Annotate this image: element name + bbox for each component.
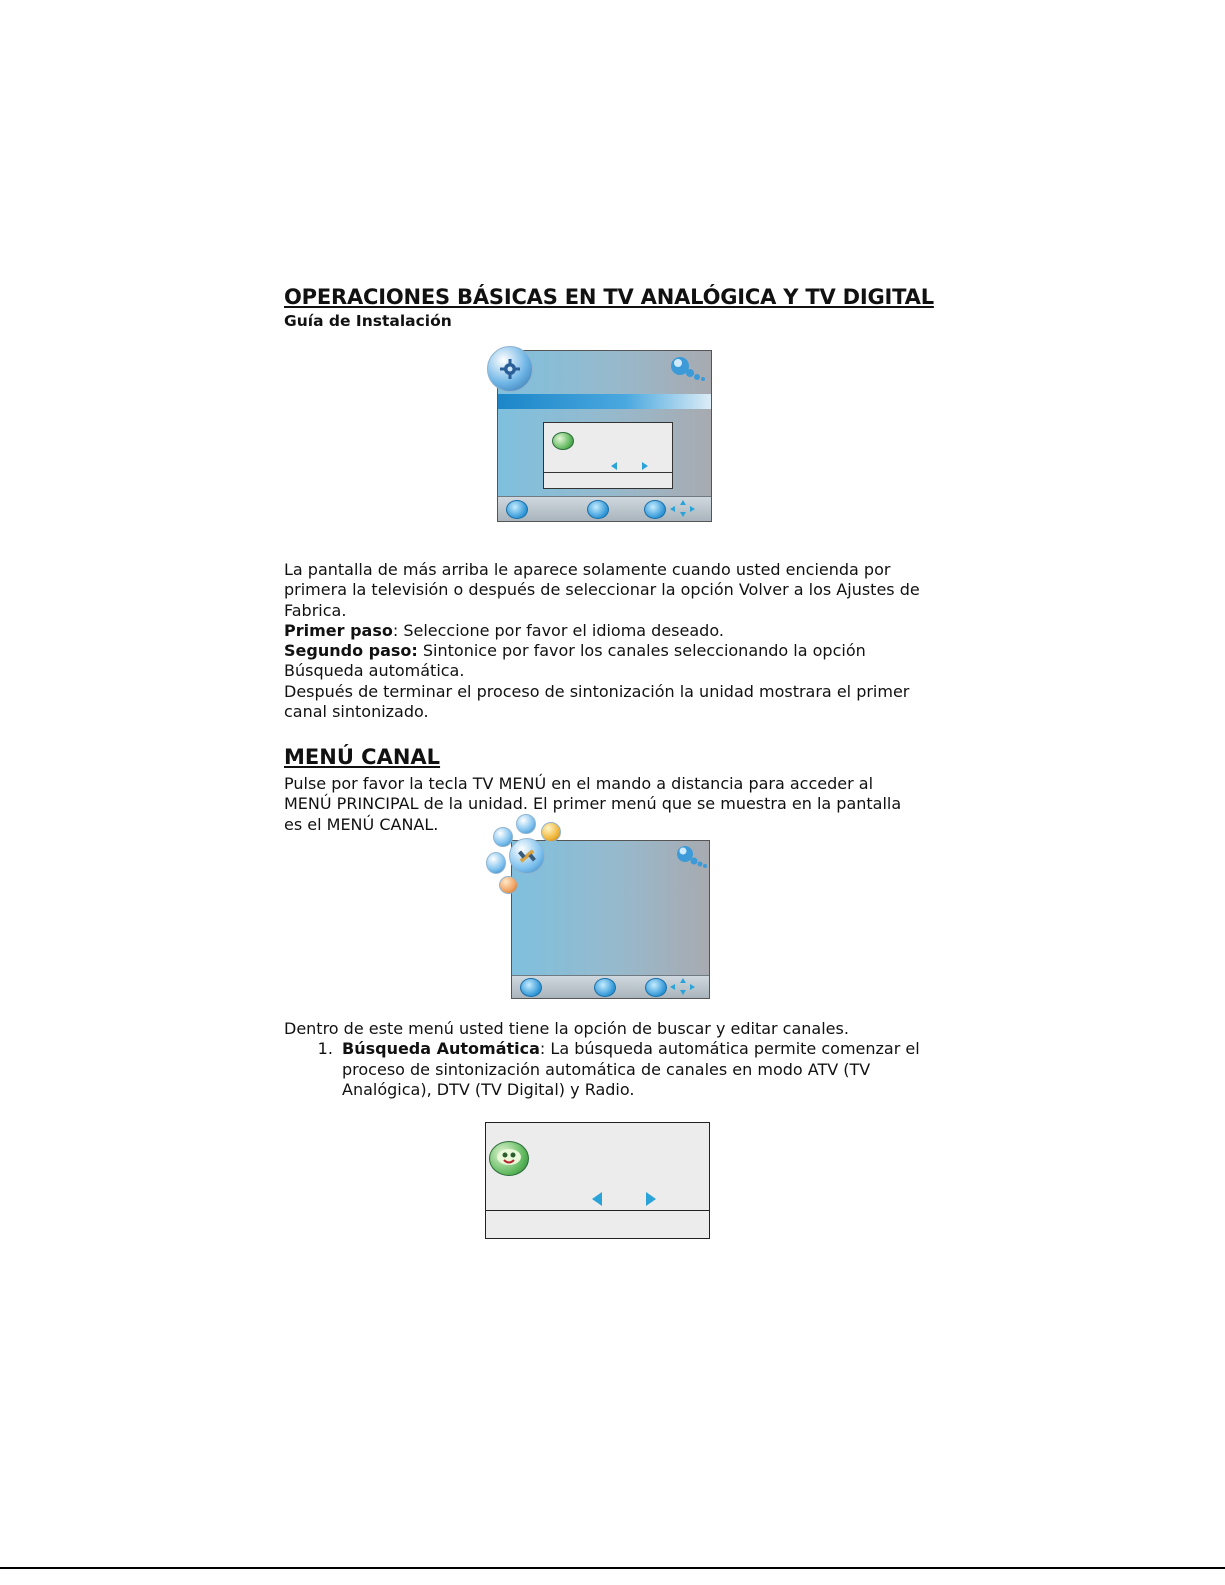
step-one-text: : Seleccione por favor el idioma deseado. bbox=[392, 620, 724, 640]
arrow-left-icon[interactable] bbox=[611, 462, 617, 470]
navigation-pad-icon bbox=[668, 499, 698, 519]
step-two-label: Segundo paso: bbox=[284, 641, 418, 661]
auto-search-text: : La búsqueda automática permite comenzar el proceso de sintonización automática de canales en modo ATV (TV Analógica), DTV (TV Digital) y Radio. bbox=[342, 1039, 920, 1099]
gear-icon[interactable] bbox=[516, 814, 536, 834]
step-one-label: Primer paso bbox=[284, 620, 393, 640]
bottom-bar bbox=[512, 975, 709, 998]
dialog-footer bbox=[486, 1210, 709, 1238]
navigation-pad-icon bbox=[668, 977, 698, 997]
bubbles-icon bbox=[670, 356, 708, 382]
bottom-bar bbox=[498, 496, 711, 521]
arrow-right-icon[interactable] bbox=[646, 1192, 656, 1206]
lock-icon[interactable] bbox=[541, 822, 561, 842]
list-item bbox=[338, 1039, 924, 1100]
face-icon bbox=[489, 1141, 529, 1176]
intro-paragraph bbox=[284, 560, 924, 722]
step-two bbox=[284, 641, 924, 682]
ok-circle-button[interactable] bbox=[587, 500, 609, 519]
page-bottom-rule bbox=[0, 1567, 1225, 1569]
arrow-left-icon[interactable] bbox=[592, 1192, 602, 1206]
gear-icon bbox=[487, 346, 533, 392]
language-dialog bbox=[543, 422, 673, 489]
exit-circle-button[interactable] bbox=[645, 978, 667, 997]
after-tuning-text: Después de terminar el proceso de sintonización la unidad mostrara el primer canal sintonizado. bbox=[284, 681, 910, 722]
menu-circle-button[interactable] bbox=[506, 500, 528, 519]
step-two-text: Sintonice por favor los canales seleccionando la opción Búsqueda automática. bbox=[284, 641, 866, 681]
channel-menu-heading: MENÚ CANAL bbox=[284, 745, 441, 769]
page-title: OPERACIONES BÁSICAS EN TV ANALÓGICA Y TV DIGITAL bbox=[284, 285, 934, 309]
satellite-icon[interactable] bbox=[509, 838, 545, 874]
ok-circle-button[interactable] bbox=[594, 978, 616, 997]
options-list bbox=[284, 1039, 924, 1100]
within-menu-paragraph bbox=[284, 1019, 924, 1100]
arrow-right-icon[interactable] bbox=[642, 462, 648, 470]
title-bar bbox=[498, 394, 711, 409]
music-icon[interactable] bbox=[486, 852, 506, 874]
auto-search-label: Búsqueda Automática bbox=[342, 1039, 540, 1059]
intro-text: La pantalla de más arriba le aparece solamente cuando usted encienda por primera la televisión o después de seleccionar la opción Volver a los Ajustes de Fabrica. bbox=[284, 560, 920, 620]
step-one bbox=[284, 621, 924, 641]
face-icon bbox=[552, 432, 574, 450]
bubbles-icon bbox=[676, 845, 710, 869]
menu-circle-button[interactable] bbox=[520, 978, 542, 997]
channel-menu-text: Pulse por favor la tecla TV MENÚ en el mando a distancia para acceder al MENÚ PRINCIPAL de la unidad. El primer menú que se muestra en la pantalla es el MENÚ CANAL. bbox=[284, 774, 902, 834]
dialog-footer bbox=[544, 472, 672, 488]
channel-menu-paragraph bbox=[284, 774, 924, 835]
clock-icon[interactable] bbox=[499, 876, 518, 894]
auto-search-dialog bbox=[485, 1122, 710, 1239]
section-subtitle: Guía de Instalación bbox=[284, 312, 452, 330]
within-menu-text: Dentro de este menú usted tiene la opción de buscar y editar canales. bbox=[284, 1019, 849, 1038]
exit-circle-button[interactable] bbox=[644, 500, 666, 519]
